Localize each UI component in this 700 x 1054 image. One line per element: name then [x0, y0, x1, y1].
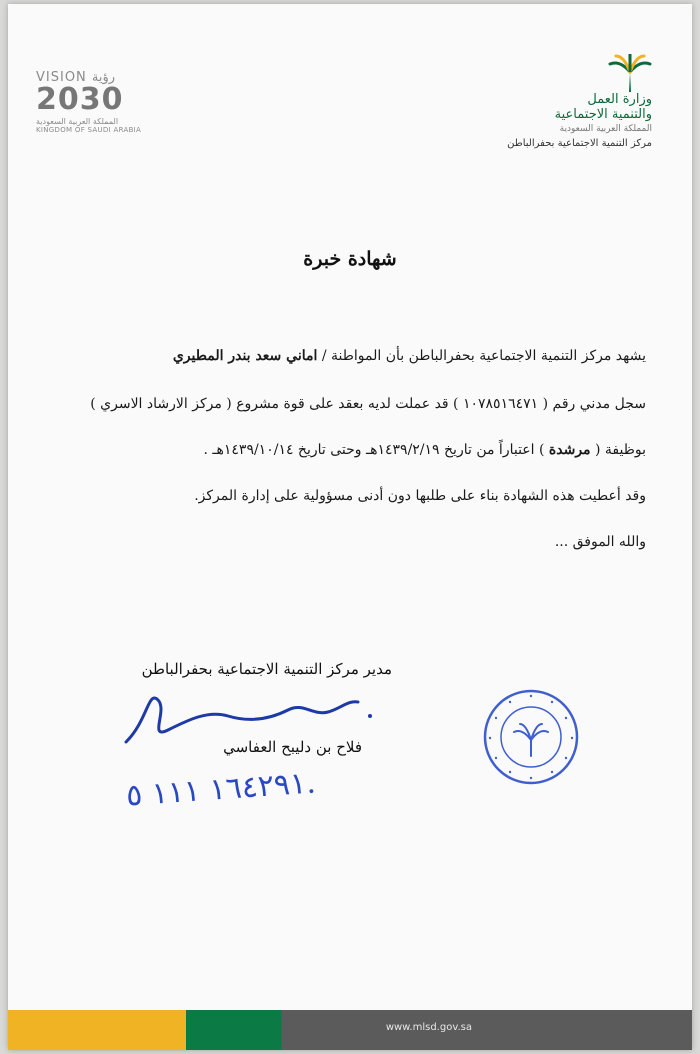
employee-name: اماني سعد بندر المطيري [172, 348, 318, 364]
footer-bar [8, 1010, 692, 1050]
signatory-title: مدير مركز التنمية الاجتماعية بحفرالباطن [141, 660, 392, 678]
body-line-3 [86, 442, 646, 458]
body-line-1-text: يشهد مركز التنمية الاجتماعية بحفرالباطن بأن المواطنة / [321, 348, 646, 364]
vision-kingdom-ar: المملكة العربية السعودية [36, 117, 119, 126]
body-line-3-end: ) اعتباراً من تاريخ ١٤٣٩/٢/١٩هـ وحتى تاريخ ١٤٣٩/١٠/١٤هـ . [203, 442, 545, 458]
handwritten-number: ١٦٤٢٩١ ١١١ ٥. [125, 765, 317, 814]
ministry-header [452, 54, 652, 149]
vision-kingdom-en: KINGDOM OF SAUDI ARABIA [36, 126, 142, 134]
body-line-4: وقد أعطيت هذه الشهادة بناء على طلبها دون أدنى مسؤولية على إدارة المركز. [194, 488, 646, 504]
footer-url[interactable]: www.mlsd.gov.sa [385, 1022, 472, 1033]
job-title: مرشدة [548, 442, 591, 458]
signatory-name: فلاح بن دليبح العفاسي [223, 738, 362, 756]
vision-ar-label: رؤية [91, 70, 116, 85]
body-line-2: سجل مدني رقم ( ١٠٧٨٥١٦٤٧١ ) قد عملت لديه بعقد على قوة مشروع ( مركز الارشاد الاسري ) [90, 396, 646, 412]
document-page [8, 4, 692, 1050]
ministry-kingdom: المملكة العربية السعودية [559, 124, 652, 134]
vision-year: 2030 [36, 82, 124, 117]
vision-en-label: VISION [36, 70, 87, 85]
document-title: شهادة خبرة [303, 248, 397, 270]
vision-2030-logo [36, 70, 166, 134]
ministry-center: مركز التنمية الاجتماعية بحفرالباطن [507, 138, 652, 149]
palm-tree-icon [608, 54, 652, 94]
body-line-3-start: بوظيفة ( [595, 442, 646, 458]
official-stamp [482, 688, 580, 786]
body-line-1 [86, 348, 646, 364]
ministry-name-line1: وزارة العمل [587, 92, 652, 107]
ministry-name-line2: والتنمية الاجتماعية [554, 107, 652, 122]
closing-line: والله الموفق ... [554, 534, 646, 550]
